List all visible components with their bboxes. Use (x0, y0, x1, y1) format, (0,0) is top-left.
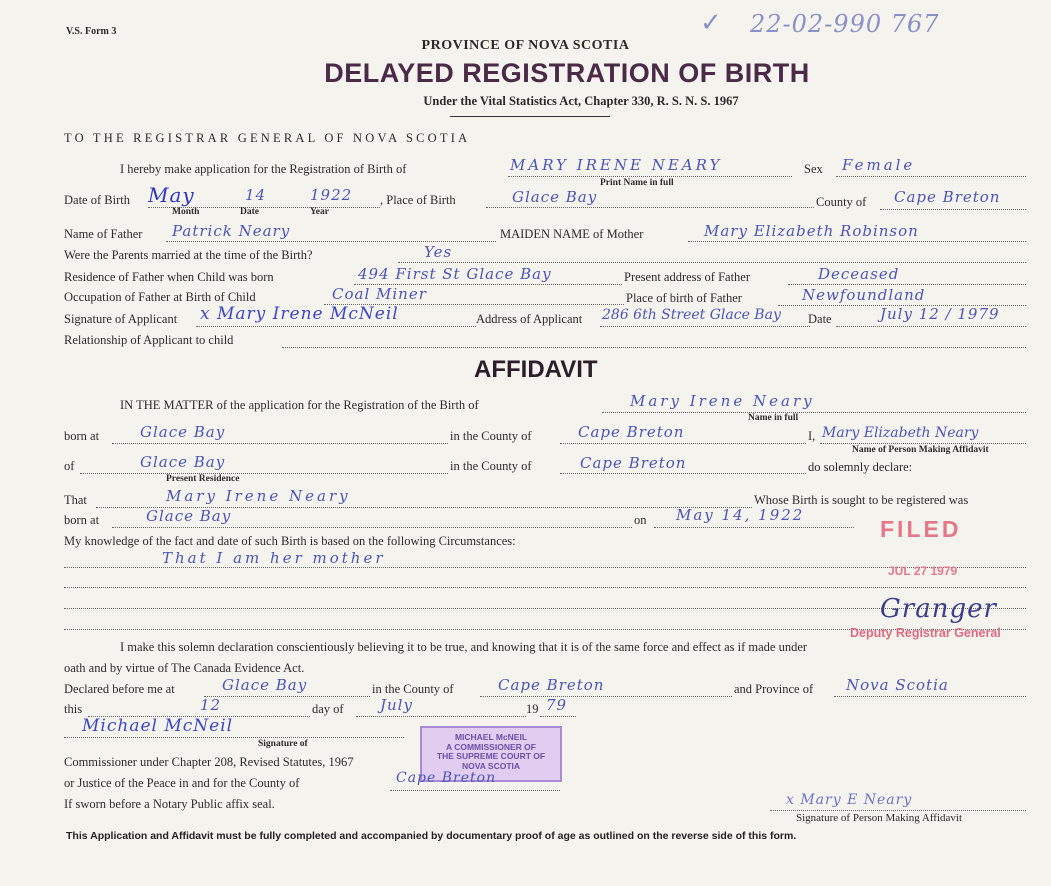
checkmark-icon: ✓ (700, 8, 723, 38)
year-caption: Year (310, 207, 329, 217)
circumstance-value: That I am her mother (162, 549, 386, 567)
this-label: this (64, 702, 83, 716)
county-of-birth: Cape Breton (894, 188, 1001, 206)
month-value: July (380, 696, 413, 714)
father-name: Patrick Neary (172, 222, 291, 240)
county-value-2: Cape Breton (580, 454, 687, 472)
of-value: Glace Bay (140, 453, 226, 471)
dob-day: 14 (245, 186, 267, 204)
province-label: and Province of (734, 682, 814, 696)
commissioner-stamp-line-4: NOVA SCOTIA (461, 760, 521, 771)
that-value: Mary Irene Neary (166, 487, 351, 505)
form-subtitle: Under the Vital Statistics Act, Chapter 330, R. S. N. S. 1967 (423, 94, 739, 108)
on-label: on (634, 513, 647, 527)
occupation-label: Occupation of Father at Birth of Child (64, 290, 256, 304)
that-label: That (64, 493, 87, 507)
county-value-3: Cape Breton (498, 676, 605, 694)
month-caption: Month (172, 207, 200, 217)
in-county-label-1: in the County of (450, 429, 532, 443)
born-at-value-2: Glace Bay (146, 507, 232, 525)
affiant-caption: Name of Person Making Affidavit (852, 445, 989, 455)
sex-value: Female (842, 156, 916, 174)
signature-label: Signature of Applicant (64, 312, 178, 326)
handwritten-reference: 22-02-990 767 (750, 10, 940, 38)
knowledge-label: My knowledge of the fact and date of such Birth is based on the following Circumstances: (64, 534, 516, 548)
commissioner-signature: Michael McNeil (82, 716, 234, 736)
father-occupation: Coal Miner (332, 285, 427, 303)
mother-maiden-name: Mary Elizabeth Robinson (704, 222, 919, 240)
applicant-signature: x Mary Irene McNeil (200, 304, 399, 324)
print-name-caption: Print Name in full (600, 178, 674, 188)
matter-name: Mary Irene Neary (630, 392, 815, 410)
solemn-line-1: I make this solemn declaration conscientiously believing it to be true, and knowing that it is of the same force and effect as if made under (120, 640, 808, 654)
present-address-label: Present address of Father (624, 270, 751, 284)
of-label: of (64, 459, 75, 473)
date-caption: Date (240, 207, 259, 217)
child-name: MARY IRENE NEARY (510, 156, 723, 174)
father-label: Name of Father (64, 227, 143, 241)
born-at-value: Glace Bay (140, 423, 226, 441)
place-of-birth: Glace Bay (512, 188, 598, 206)
married-label: Were the Parents married at the time of the Birth? (64, 248, 313, 262)
dob-label: Date of Birth (64, 193, 130, 207)
province-heading: PROVINCE OF NOVA SCOTIA (421, 38, 630, 53)
declare-label: do solemnly declare: (808, 460, 913, 474)
deputy-registrar-stamp: Deputy Registrar General (850, 626, 1001, 640)
filed-date-stamp: JUL 27 1979 (888, 564, 958, 578)
mother-label: MAIDEN NAME of Mother (500, 227, 644, 241)
day-value: 12 (200, 696, 222, 714)
justice-county: Cape Breton (396, 770, 497, 786)
declared-label: Declared before me at (64, 682, 175, 696)
present-residence-caption: Present Residence (166, 474, 240, 484)
affiant-signature: x Mary E Neary (786, 792, 913, 808)
applicant-address: 286 6th Street Glace Bay (602, 307, 781, 323)
application-date: July 12 / 1979 (880, 305, 1000, 323)
date-label: Date (808, 312, 832, 326)
affiant-name: Mary Elizabeth Neary (822, 425, 979, 441)
commissioner-stamp-line-3: THE SUPREME COURT OF (436, 751, 546, 761)
born-at-label-2: born at (64, 513, 100, 527)
footer-note: This Application and Affidavit must be fully completed and accompanied by documentary proof of age as outlined on the reverse side of this form. (66, 830, 797, 842)
province-value: Nova Scotia (846, 676, 949, 694)
residence-label: Residence of Father when Child was born (64, 270, 274, 284)
year-prefix: 19 (526, 702, 539, 716)
title-divider (450, 116, 610, 117)
matter-label: IN THE MATTER of the application for the Registration of the Birth of (120, 398, 479, 412)
form-number: V.S. Form 3 (66, 26, 117, 37)
born-at-label: born at (64, 429, 100, 443)
day-of-label: day of (312, 702, 344, 716)
county-value-1: Cape Breton (578, 423, 685, 441)
dob-month: May (148, 183, 195, 207)
signature-of-caption: Signature of (258, 739, 308, 749)
name-in-full-caption: Name in full (748, 413, 799, 423)
in-county-label-3: in the County of (372, 682, 454, 696)
registrar-signature: Granger (880, 594, 997, 624)
i-label: I, (808, 429, 816, 443)
father-present-address: Deceased (818, 265, 900, 283)
form-title: DELAYED REGISTRATION OF BIRTH (324, 58, 810, 88)
declared-at: Glace Bay (222, 676, 308, 694)
father-birthplace-label: Place of birth of Father (626, 291, 742, 305)
sex-label: Sex (804, 162, 823, 176)
solemn-line-2: oath and by virtue of The Canada Evidence Act. (64, 661, 305, 675)
justice-label: or Justice of the Peace in and for the County of (64, 776, 300, 790)
affiant-signature-caption: Signature of Person Making Affidavit (796, 812, 962, 824)
intro-label: I hereby make application for the Registration of Birth of (120, 162, 407, 176)
commissioner-label: Commissioner under Chapter 208, Revised Statutes, 1967 (64, 755, 354, 769)
in-county-label-2: in the County of (450, 459, 532, 473)
relationship-label: Relationship of Applicant to child (64, 333, 234, 347)
father-birthplace: Newfoundland (802, 286, 926, 304)
place-label: , Place of Birth (380, 193, 456, 207)
birth-date-value: May 14, 1922 (676, 506, 805, 524)
commissioner-stamp-line-1: MICHAEL McNEIL (454, 732, 528, 742)
commissioner-stamp-line-2: A COMMISSIONER OF (446, 741, 536, 752)
dob-year: 1922 (310, 186, 353, 204)
affidavit-heading: AFFIDAVIT (474, 356, 598, 383)
county-label: County of (816, 195, 867, 209)
father-residence: 494 First St Glace Bay (358, 265, 552, 283)
applicant-address-label: Address of Applicant (476, 312, 583, 326)
filed-stamp: FILED (880, 516, 962, 542)
addressee: TO THE REGISTRAR GENERAL OF NOVA SCOTIA (64, 131, 471, 145)
whose-birth-label: Whose Birth is sought to be registered was (754, 493, 969, 507)
married-value: Yes (424, 243, 453, 261)
year-value: 79 (546, 696, 568, 714)
notary-label: If sworn before a Notary Public affix seal. (64, 797, 275, 811)
